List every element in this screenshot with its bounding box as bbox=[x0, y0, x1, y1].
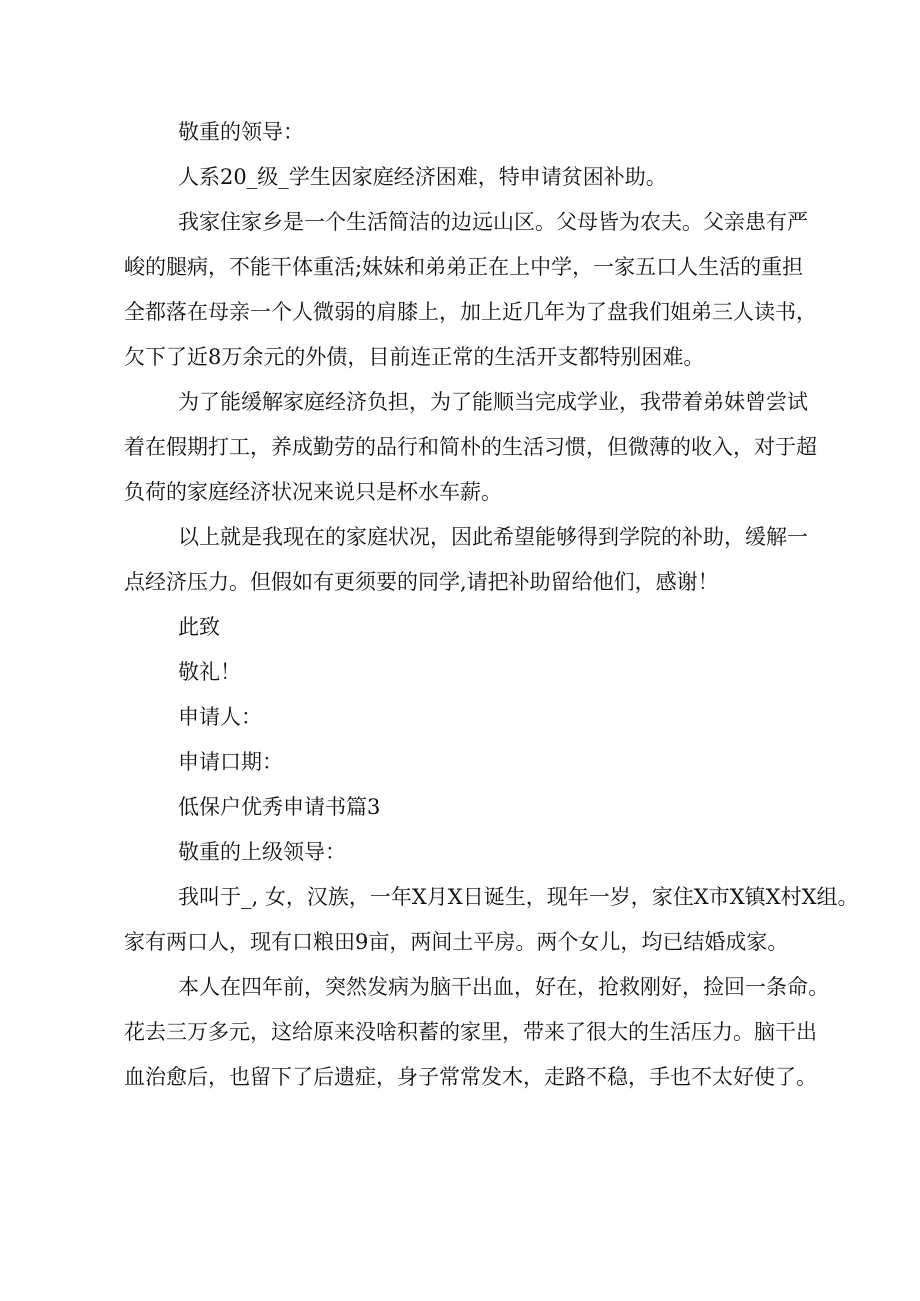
para2-line-1: 为了能缓解家庭经济负担，为了能顺当完成学业，我带着弟妹曾尝试 bbox=[178, 390, 808, 414]
closing-cizhi: 此致 bbox=[178, 615, 220, 639]
para1-line-4: 欠下了近8万余元的外债，目前连正常的生活开支都特别困难。 bbox=[124, 345, 705, 369]
para2-line-2: 着在假期打工，养成勤劳的品行和简朴的生活习惯，但微薄的收入，对于超 bbox=[124, 435, 817, 459]
closing-jingli: 敬礼！ bbox=[178, 660, 241, 684]
para1-line-2: 峻的腿病，不能干体重活;妹妹和弟弟正在上中学，一家五口人生活的重担 bbox=[124, 255, 804, 279]
para5-line-1: 本人在四年前，突然发病为脑干出血，好在，抢救刚好，捡回一条命。 bbox=[178, 975, 829, 999]
para3-line-2: 点经济压力。但假如有更须要的同学,请把补助留给他们，感谢！ bbox=[124, 570, 719, 594]
para5-line-3: 血治愈后，也留下了后遗症，身子常常发木，走路不稳，手也不太好使了。 bbox=[124, 1065, 817, 1089]
para4-line-2: 家有两口人，现有口粮田9亩，两间土平房。两个女儿，均已结婚成家。 bbox=[124, 930, 789, 954]
para1-line-3: 全都落在母亲一个人微弱的肩膝上，加上近几年为了盘我们姐弟三人读书， bbox=[124, 300, 817, 324]
para4-line-1: 我叫于_, 女，汉族，一年X月X日诞生，现年一岁，家住X市X镇X村X组。 bbox=[178, 885, 859, 909]
para1-line-1: 我家住家乡是一个生活简洁的边远山区。父母皆为农夫。父亲患有严 bbox=[178, 210, 808, 234]
applicant-label: 申请人： bbox=[178, 705, 262, 729]
para2-line-3: 负荷的家庭经济状况来说只是杯水车薪。 bbox=[124, 480, 502, 504]
para5-line-2: 花去三万多元，这给原来没啥积蓄的家里，带来了很大的生活压力。脑干出 bbox=[124, 1020, 817, 1044]
date-label: 申请口期： bbox=[178, 750, 283, 774]
para3-line-1: 以上就是我现在的家庭状况，因此希望能够得到学院的补助，缓解一 bbox=[178, 525, 808, 549]
greeting-leader: 敬重的领导： bbox=[178, 120, 304, 144]
section-title: 低保户优秀申请书篇3 bbox=[178, 795, 381, 819]
greeting-superior: 敬重的上级领导： bbox=[178, 840, 346, 864]
intro-line: 人系20_级_学生因家庭经济困难，特申请贫困补助。 bbox=[178, 165, 667, 189]
